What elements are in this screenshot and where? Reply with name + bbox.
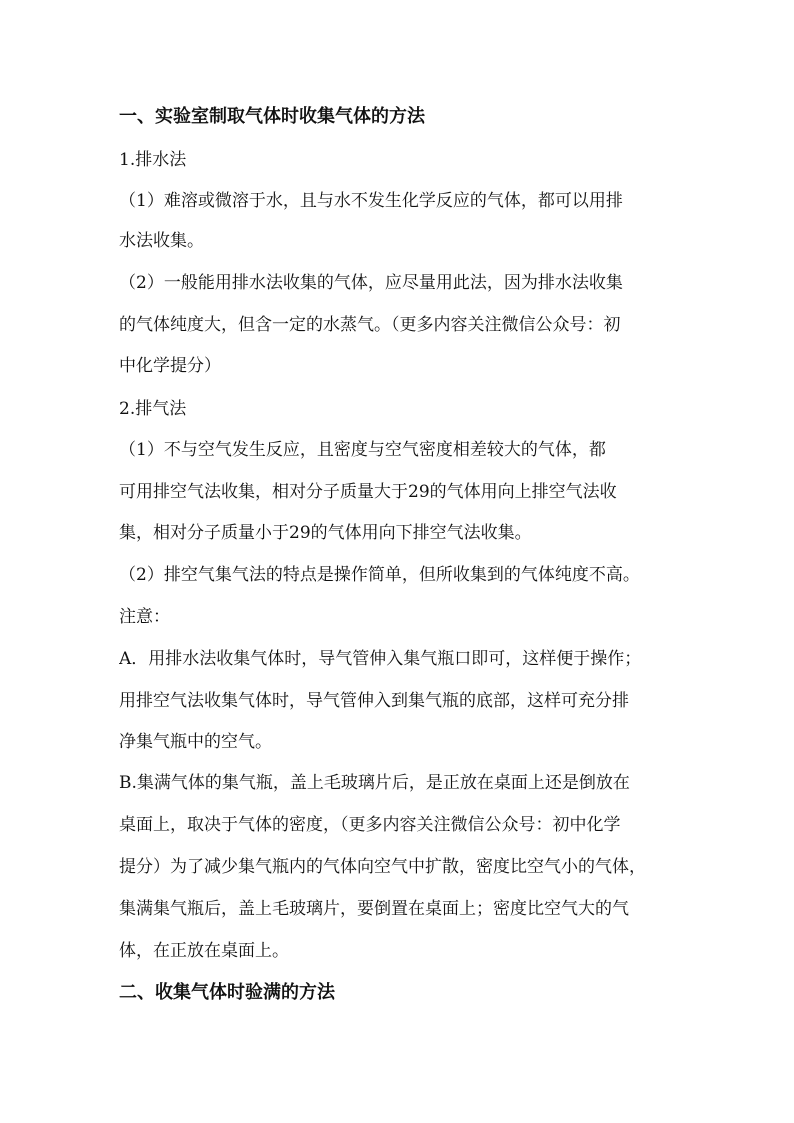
paragraph-line: 净集气瓶中的空气。 bbox=[119, 732, 272, 752]
subheading-air-displacement: 2.排气法 bbox=[119, 399, 187, 419]
notes-title: 注意： bbox=[119, 607, 170, 627]
subheading-water-displacement: 1.排水法 bbox=[119, 150, 187, 170]
paragraph-line: A．用排水法收集气体时，导气管伸入集气瓶口即可，这样便于操作； bbox=[119, 649, 642, 669]
section-heading-collection-methods: 一、实验室制取气体时收集气体的方法 bbox=[119, 106, 425, 127]
paragraph-line: 可用排空气法收集，相对分子质量大于29的气体用向上排空气法收 bbox=[119, 482, 617, 502]
paragraph-line: （2）一般能用排水法收集的气体，应尽量用此法，因为排水法收集 bbox=[119, 273, 623, 293]
paragraph-line: 集满集气瓶后，盖上毛玻璃片，要倒置在桌面上；密度比空气大的气 bbox=[119, 899, 629, 919]
paragraph-line: （2）排空气集气法的特点是操作简单，但所收集到的气体纯度不高。 bbox=[119, 565, 640, 585]
paragraph-line: B.集满气体的集气瓶，盖上毛玻璃片后，是正放在桌面上还是倒放在 bbox=[119, 773, 630, 793]
paragraph-line: 用排空气法收集气体时，导气管伸入到集气瓶的底部，这样可充分排 bbox=[119, 691, 629, 711]
paragraph-line: （1）不与空气发生反应，且密度与空气密度相差较大的气体，都 bbox=[119, 440, 606, 460]
paragraph-line: 桌面上，取决于气体的密度，（更多内容关注微信公众号：初中化学 bbox=[119, 815, 621, 835]
paragraph-line: 提分）为了减少集气瓶内的气体向空气中扩散，密度比空气小的气体， bbox=[119, 857, 646, 877]
paragraph-line: 水法收集。 bbox=[119, 231, 204, 251]
paragraph-line: 集，相对分子质量小于29的气体用向下排空气法收集。 bbox=[119, 523, 532, 543]
section-heading-fullness-check: 二、收集气体时验满的方法 bbox=[119, 982, 335, 1003]
paragraph-line: 的气体纯度大，但含一定的水蒸气。（更多内容关注微信公众号：初 bbox=[119, 315, 621, 335]
paragraph-line: （1）难溶或微溶于水，且与水不发生化学反应的气体，都可以用排 bbox=[119, 191, 623, 211]
paragraph-line: 体，在正放在桌面上。 bbox=[119, 941, 289, 961]
paragraph-line: 中化学提分） bbox=[119, 356, 221, 376]
